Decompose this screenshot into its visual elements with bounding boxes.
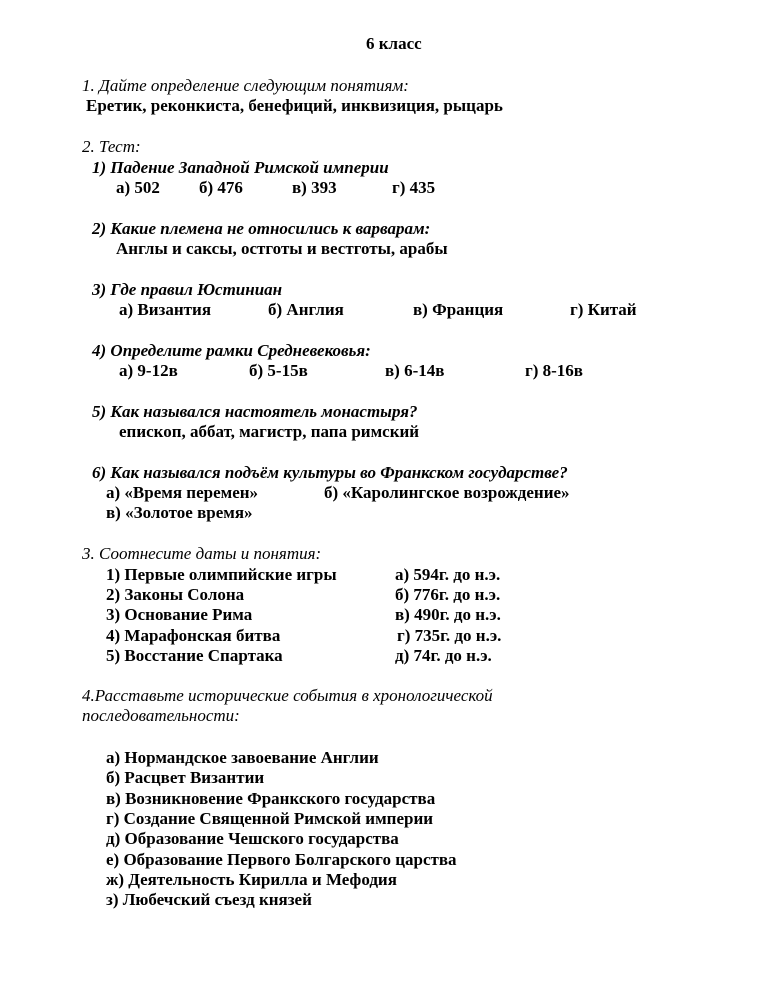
- page-title: 6 класс: [366, 34, 422, 53]
- q2-item6-option-b: б) «Каролингское возрождение»: [324, 483, 570, 502]
- q3-left-5: 5) Восстание Спартака: [106, 646, 283, 665]
- q4-item-d: г) Создание Священной Римской империи: [106, 809, 434, 828]
- q2-item6-option-a: а) «Время перемен»: [106, 483, 259, 502]
- q4-item-b: б) Расцвет Византии: [106, 768, 265, 787]
- q2-item2-question: 2) Какие племена не относились к варварам:: [92, 219, 431, 238]
- q2-item4-question: 4) Определите рамки Средневековья:: [92, 341, 371, 360]
- q4-prompt-line1: 4.Расставьте исторические события в хронологической: [82, 686, 493, 705]
- q2-item4-option-b: б) 5-15в: [249, 361, 308, 380]
- q2-prompt: 2. Тест:: [82, 137, 141, 156]
- q2-item1-option-c: в) 393: [292, 178, 337, 197]
- q3-right-e: д) 74г. до н.э.: [395, 646, 492, 665]
- q2-item3-option-b: б) Англия: [268, 300, 344, 319]
- q3-left-3: 3) Основание Рима: [106, 605, 253, 624]
- q2-item2-answer-line: Англы и саксы, остготы и вестготы, арабы: [116, 239, 448, 258]
- q2-item6-question: 6) Как назывался подъём культуры во Франкском государстве?: [92, 463, 568, 482]
- q3-prompt: 3. Соотнесите даты и понятия:: [82, 544, 322, 563]
- q3-left-2: 2) Законы Солона: [106, 585, 245, 604]
- q2-item3-option-c: в) Франция: [413, 300, 504, 319]
- q4-prompt-line2: последовательности:: [82, 706, 240, 725]
- q1-prompt: 1. Дайте определение следующим понятиям:: [82, 76, 409, 95]
- q4-item-c: в) Возникновение Франкского государства: [106, 789, 436, 808]
- q3-right-d: г) 735г. до н.э.: [397, 626, 502, 645]
- q2-item1-question: 1) Падение Западной Римской империи: [92, 158, 389, 177]
- q2-item3-question: 3) Где правил Юстиниан: [92, 280, 283, 299]
- q4-item-h: з) Любечский съезд князей: [106, 890, 312, 909]
- q3-right-c: в) 490г. до н.э.: [395, 605, 501, 624]
- q2-item1-option-d: г) 435: [392, 178, 436, 197]
- q4-item-a: а) Нормандское завоевание Англии: [106, 748, 379, 767]
- q3-left-1: 1) Первые олимпийские игры: [106, 565, 337, 584]
- q2-item4-option-c: в) 6-14в: [385, 361, 445, 380]
- q3-right-b: б) 776г. до н.э.: [395, 585, 501, 604]
- q2-item1-option-a: а) 502: [116, 178, 160, 197]
- q4-item-f: е) Образование Первого Болгарского царства: [106, 850, 457, 869]
- q2-item5-question: 5) Как назывался настоятель монастыря?: [92, 402, 418, 421]
- q2-item3-option-a: а) Византия: [119, 300, 212, 319]
- q2-item5-answer-line: епископ, аббат, магистр, папа римский: [119, 422, 420, 441]
- q1-terms: Еретик, реконкиста, бенефиций, инквизиция, рыцарь: [86, 96, 503, 115]
- q3-left-4: 4) Марафонская битва: [106, 626, 281, 645]
- q2-item4-option-a: а) 9-12в: [119, 361, 178, 380]
- q3-right-a: а) 594г. до н.э.: [395, 565, 501, 584]
- q2-item1-option-b: б) 476: [199, 178, 243, 197]
- q2-item6-option-c: в) «Золотое время»: [106, 503, 253, 522]
- q4-item-g: ж) Деятельность Кирилла и Мефодия: [106, 870, 397, 889]
- q2-item3-option-d: г) Китай: [570, 300, 637, 319]
- q2-item4-option-d: г) 8-16в: [525, 361, 583, 380]
- q4-item-e: д) Образование Чешского государства: [106, 829, 399, 848]
